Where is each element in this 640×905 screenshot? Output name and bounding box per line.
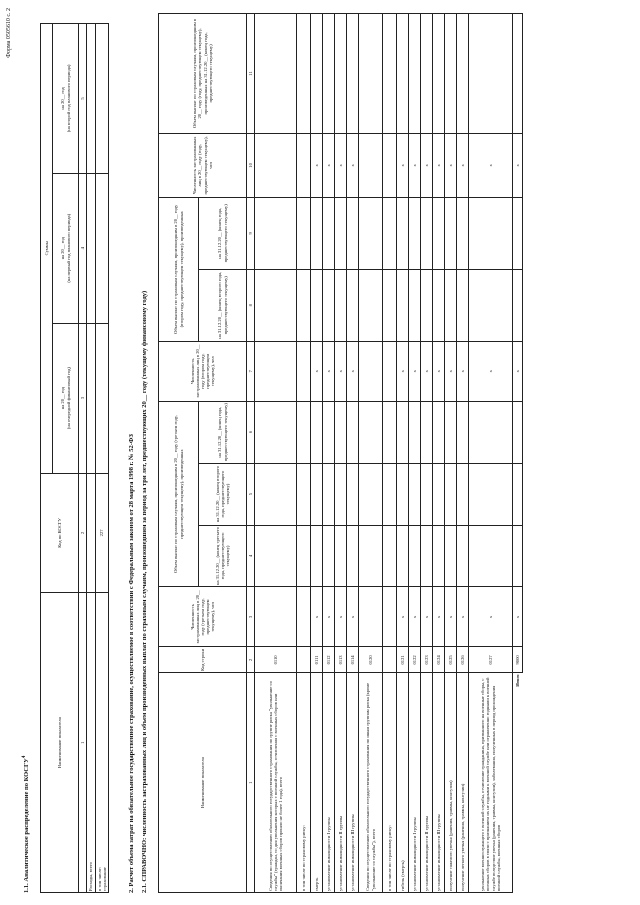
ins-row-code: 0127 (469, 647, 513, 673)
ins-cell (421, 525, 433, 587)
ins-cell (469, 463, 513, 525)
ins-row-name: смерть (311, 673, 323, 893)
ins-cell-mark: x (445, 341, 457, 401)
ins-cell (457, 401, 469, 463)
table-row (297, 14, 311, 893)
ins-colnum: 3 (247, 587, 255, 647)
ins-cell (397, 197, 409, 269)
ins-cell-mark: x (469, 587, 513, 647)
ins-row-name: установление инвалидности I группы (409, 673, 421, 893)
ins-colnum: 2 (247, 647, 255, 673)
kosgu-year2-header (53, 173, 79, 323)
ins-cell-mark: x (457, 587, 469, 647)
kosgu-year2-note: (на первый год планового периода) (65, 213, 71, 283)
ins-cell (335, 525, 347, 587)
ins-cell (255, 14, 297, 134)
ins-row-code: 0125 (445, 647, 457, 673)
ins-cell-mark: x (409, 133, 421, 197)
ins-row-name: гибель (смерть) (397, 673, 409, 893)
ins-cell-mark: x (347, 341, 359, 401)
insurance-table (158, 13, 523, 893)
form-label: Форма 0505610 с. 2 (6, 8, 12, 58)
ins-cell-mark: x (469, 341, 513, 401)
ins-cell (359, 14, 383, 134)
table-row (397, 14, 409, 893)
kosgu-row-code (87, 473, 96, 593)
ins-cell-mark: x (409, 587, 421, 647)
ins-cell (409, 269, 421, 341)
ins-cell-mark: x (311, 341, 323, 401)
ins-cell-mark (383, 133, 397, 197)
ins-cell (323, 197, 335, 269)
ins-cell-mark: x (513, 133, 523, 197)
table-row (433, 14, 445, 893)
ins-row-code: 0110 (255, 647, 297, 673)
ins-cell (433, 401, 445, 463)
ins-cell-mark (297, 587, 311, 647)
ins-colnum: 1 (247, 673, 255, 893)
ins-cell (433, 197, 445, 269)
ins-cell (347, 197, 359, 269)
kosgu-col-name-header: Наименование показателя (41, 593, 79, 893)
ins-cell-mark (297, 341, 311, 401)
table-row (359, 14, 383, 893)
ins-colnum: 6 (247, 401, 255, 463)
kosgu-year1-note: (на очередной финансовый год) (65, 367, 71, 430)
ins-cell (335, 401, 347, 463)
ins-cell-mark: x (323, 341, 335, 401)
ins-row-name: установление инвалидности II группы (335, 673, 347, 893)
ins-cell (409, 197, 421, 269)
ins-row-code: 0114 (347, 647, 359, 673)
ins-cell (409, 401, 421, 463)
ins-g3-count-header: Численность застрахованных лиц в 20__ году (году, предшествующем текущему), чел (159, 133, 247, 197)
ins-cell (323, 401, 335, 463)
section-1-1-title-text: 1.1. Аналитическое распределение по КОСГУ (23, 758, 31, 893)
table-row (311, 14, 323, 893)
kosgu-year3-title: на 20__ год (60, 87, 66, 110)
table-row (421, 14, 433, 893)
ins-cell (255, 401, 297, 463)
ins-cell (513, 14, 523, 134)
ins-cell-mark: x (397, 587, 409, 647)
ins-cell (311, 401, 323, 463)
ins-cell (297, 197, 311, 269)
ins-cell (297, 463, 311, 525)
ins-cell (323, 525, 335, 587)
section-1-1-title (22, 756, 31, 893)
ins-cell (513, 401, 523, 463)
table-row (255, 14, 297, 893)
ins-cell-mark: x (311, 587, 323, 647)
ins-cell (433, 525, 445, 587)
ins-row-code (383, 647, 397, 673)
ins-row-code: 0126 (457, 647, 469, 673)
ins-cell-mark: x (433, 587, 445, 647)
ins-cell (311, 525, 323, 587)
ins-row-code: 0124 (433, 647, 445, 673)
ins-row-code (297, 647, 311, 673)
kosgu-cell (87, 173, 96, 323)
ins-row-name: Сведения по осуществлению обязательного государственного страхования по группе риска "увольнение со службы" (граждан, со дня увольнения которых с военной службы, отчисления с военных сборов или окончания военных сборов прошло не более 1 года), всего (255, 673, 297, 893)
ins-cell (347, 525, 359, 587)
ins-cell (297, 525, 311, 587)
kosgu-row-name (96, 593, 109, 893)
kosgu-year2-title: на 20__ год (60, 237, 66, 260)
ins-cell-mark: x (445, 587, 457, 647)
table-row (323, 14, 335, 893)
kosgu-colnum: 2 (79, 473, 87, 593)
ins-cell-mark: x (347, 587, 359, 647)
ins-cell (457, 14, 469, 134)
ins-cell (445, 14, 457, 134)
ins-cell-mark (255, 587, 297, 647)
ins-cell (311, 197, 323, 269)
ins-cell (445, 463, 457, 525)
ins-row-name: в том числе по страховому риску: (297, 673, 311, 893)
ins-cell-mark: x (323, 587, 335, 647)
ins-cell (445, 525, 457, 587)
ins-cell-mark: x (469, 133, 513, 197)
ins-cell (421, 401, 433, 463)
ins-g2-sub1: на 31.12.20__ (конец второго года, предшествующего текущему) (199, 269, 247, 341)
ins-cell (383, 269, 397, 341)
ins-cell (397, 525, 409, 587)
ins-cell (513, 197, 523, 269)
ins-cell (433, 269, 445, 341)
ins-cell (469, 401, 513, 463)
ins-row-name: установление инвалидности III группы (347, 673, 359, 893)
ins-cell-mark: x (445, 133, 457, 197)
ins-cell-mark (255, 133, 297, 197)
ins-colnum: 10 (247, 133, 255, 197)
ins-cell (311, 269, 323, 341)
ins-row-code: 0120 (359, 647, 383, 673)
ins-cell (445, 197, 457, 269)
table-row (383, 14, 397, 893)
ins-cell (311, 14, 323, 134)
ins-cell (397, 401, 409, 463)
ins-cell (513, 525, 523, 587)
total-row (513, 14, 523, 893)
ins-cell (335, 197, 347, 269)
ins-colnum: 11 (247, 14, 255, 134)
ins-row-code: 0111 (311, 647, 323, 673)
ins-row-code: 0113 (335, 647, 347, 673)
ins-col-name-header: Наименование показателя (159, 673, 247, 893)
kosgu-cell (96, 24, 109, 174)
ins-cell (335, 463, 347, 525)
ins-g1-sub1: на 31.12.20__ (конец третьего года, предшествующего текущему) (199, 525, 247, 587)
kosgu-colnum: 1 (79, 593, 87, 893)
ins-colnum: 9 (247, 197, 255, 269)
ins-cell (445, 401, 457, 463)
ins-cell-mark (297, 133, 311, 197)
ins-row-name: в том числе по страховому риску: (383, 673, 397, 893)
ins-cell-mark (383, 587, 397, 647)
ins-cell-mark: x (433, 341, 445, 401)
table-row (445, 14, 457, 893)
total-code: 9000 (513, 647, 523, 673)
kosgu-row-name-line: страхование (102, 867, 107, 891)
kosgu-cell (87, 24, 96, 174)
ins-cell-mark: x (421, 587, 433, 647)
ins-cell-mark (255, 341, 297, 401)
ins-cell (255, 269, 297, 341)
ins-cell (457, 463, 469, 525)
ins-row-name: Сведения по осуществлению обязательного государственного страхования по иным группам риска (кроме "увольнение со службы"), всего (359, 673, 383, 893)
section-1-1-footnote: 4 (22, 755, 27, 759)
ins-g2-sub2: на 31.12.20__ (конец года, предшествующего текущему) (199, 197, 247, 269)
ins-row-code: 0123 (421, 647, 433, 673)
ins-g1-sub3: на 31.12.20__ (конец года, предшествующего текущему) (199, 401, 247, 463)
ins-cell (433, 14, 445, 134)
ins-cell (359, 269, 383, 341)
ins-cell-mark (359, 587, 383, 647)
ins-row-name: получение тяжелого увечья (ранения, травмы, контузии) (445, 673, 457, 893)
ins-cell (513, 463, 523, 525)
ins-cell (457, 197, 469, 269)
ins-cell (421, 269, 433, 341)
table-row (335, 14, 347, 893)
table-row (347, 14, 359, 893)
kosgu-sums-header: Суммы (41, 24, 53, 474)
ins-cell-mark: x (335, 341, 347, 401)
ins-row-name: установление инвалидности I группы (323, 673, 335, 893)
ins-cell-mark (359, 341, 383, 401)
kosgu-row-name: Расходы, всего (87, 593, 96, 893)
ins-cell (297, 269, 311, 341)
ins-cell (409, 14, 421, 134)
ins-cell (469, 269, 513, 341)
ins-cell-mark: x (397, 341, 409, 401)
ins-cell (297, 401, 311, 463)
ins-row-code: 0122 (409, 647, 421, 673)
kosgu-colnum: 3 (79, 323, 87, 473)
kosgu-col-code-header: Код по КОСГУ (41, 473, 79, 593)
ins-cell-mark: x (335, 133, 347, 197)
kosgu-cell (96, 323, 109, 473)
heading-2: 2. Расчет объема затрат на обязательное государственное страхование, осуществляемое в соответствии с Федеральным законом от 28 марта 1998 г. № 52-ФЗ (128, 434, 135, 893)
ins-cell (255, 525, 297, 587)
ins-cell-mark: x (323, 133, 335, 197)
heading-2-1: 2.1. СПРАВОЧНО: численность застрахованных лиц и объем произведенных выплат по страховым случаям, произошедшим за период за три лет, предшествующих 20__ году (текущему финансовому году) (141, 290, 148, 893)
ins-row-code: 0112 (323, 647, 335, 673)
ins-cell (359, 197, 383, 269)
ins-row-code: 0121 (397, 647, 409, 673)
ins-cell-mark: x (457, 341, 469, 401)
ins-cell (457, 525, 469, 587)
ins-cell (255, 197, 297, 269)
ins-cell-mark: x (311, 133, 323, 197)
ins-cell (359, 463, 383, 525)
ins-g3-payments-header: Объем выплат по страховым случаям, произошедшим в 20__ году (году, предшествующем текущему), произведенных на 31.12.20__ (конец года, предшествующего текущему) (159, 14, 247, 134)
ins-cell (323, 463, 335, 525)
ins-cell-mark: x (409, 341, 421, 401)
ins-g2-count-header: Численность застрахованных лиц в 20__ году (втором году, предшествующем текущему), чел (159, 341, 247, 401)
ins-g1-payments-header: Объем выплат по страховым случаям, произошедшим в 20__ году (третьем году, предшествующем текущему), произведенных (159, 401, 199, 587)
kosgu-year1-header (53, 323, 79, 473)
ins-g1-count-header: Численность застрахованных лиц в 20__ году (третьем году, предшествующем текущему), чел (159, 587, 247, 647)
ins-cell (383, 197, 397, 269)
ins-g1-sub2: на 31.12.20__ (конец второго года, предшествующего текущему) (199, 463, 247, 525)
ins-cell-mark: x (457, 133, 469, 197)
kosgu-year3-header (53, 24, 79, 174)
ins-colnum: 7 (247, 341, 255, 401)
kosgu-year3-note: (на второй год планового периода) (65, 64, 71, 133)
ins-cell (347, 463, 359, 525)
ins-cell-mark: x (421, 133, 433, 197)
ins-cell (311, 463, 323, 525)
ins-colnum: 8 (247, 269, 255, 341)
ins-cell-mark (359, 133, 383, 197)
ins-cell (513, 269, 523, 341)
table-row (409, 14, 421, 893)
ins-cell (335, 14, 347, 134)
total-label: Итого (515, 674, 521, 687)
ins-cell (383, 14, 397, 134)
ins-cell (335, 269, 347, 341)
ins-cell (397, 269, 409, 341)
kosgu-year1-title: на 20__ год (60, 386, 66, 410)
table-row (469, 14, 513, 893)
ins-cell (397, 14, 409, 134)
ins-cell-mark: x (513, 587, 523, 647)
ins-cell (433, 463, 445, 525)
ins-row-name: установление инвалидности II группы (421, 673, 433, 893)
kosgu-colnum: 4 (79, 173, 87, 323)
ins-cell-mark: x (397, 133, 409, 197)
ins-row-name: установление инвалидности III группы (433, 673, 445, 893)
table-row (457, 14, 469, 893)
kosgu-cell (96, 173, 109, 323)
kosgu-row-name-line: в том числе: (96, 867, 102, 891)
ins-cell (397, 463, 409, 525)
kosgu-colnum: 5 (79, 24, 87, 174)
ins-cell (347, 14, 359, 134)
ins-colnum: 5 (247, 463, 255, 525)
ins-cell (409, 463, 421, 525)
ins-cell (347, 269, 359, 341)
ins-cell (469, 14, 513, 134)
kosgu-row-code: 227 (96, 473, 109, 593)
ins-cell (359, 525, 383, 587)
ins-cell (383, 401, 397, 463)
kosgu-cell (87, 323, 96, 473)
ins-cell-mark: x (335, 587, 347, 647)
ins-g2-payments-header: Объем выплат по страховым случаям, произошедшим в 20__ году (втором году, предшествующем текущему), произведенных (159, 197, 199, 341)
ins-cell (383, 525, 397, 587)
ins-cell (383, 463, 397, 525)
kosgu-table (40, 23, 109, 893)
ins-cell (457, 269, 469, 341)
ins-cell (421, 14, 433, 134)
ins-col-code-header: Код строки (159, 647, 247, 673)
ins-cell (421, 197, 433, 269)
ins-cell-mark (383, 341, 397, 401)
ins-cell (323, 14, 335, 134)
ins-row-name: увольнение военнослужащего с военной службы, отчисление гражданина, призванного на военные сборы, с военных сборов в связи с признанием их не годными к военной службе или ограниченно годными к военной службе вследствие увечья (ранения, травмы, контузии), заболевания, полученных в период прохождения военной службы, военных сборов (469, 673, 513, 893)
ins-cell-mark: x (513, 341, 523, 401)
ins-cell (297, 14, 311, 134)
ins-colnum: 4 (247, 525, 255, 587)
ins-cell (469, 197, 513, 269)
ins-cell (323, 269, 335, 341)
ins-row-name: получение легкого увечья (ранения, травмы, контузии) (457, 673, 469, 893)
ins-cell-mark: x (433, 133, 445, 197)
ins-cell-mark: x (347, 133, 359, 197)
ins-cell (409, 525, 421, 587)
ins-cell (445, 269, 457, 341)
ins-cell (359, 401, 383, 463)
ins-cell (255, 463, 297, 525)
ins-cell (421, 463, 433, 525)
ins-cell (347, 401, 359, 463)
ins-cell-mark: x (421, 341, 433, 401)
ins-cell (469, 525, 513, 587)
